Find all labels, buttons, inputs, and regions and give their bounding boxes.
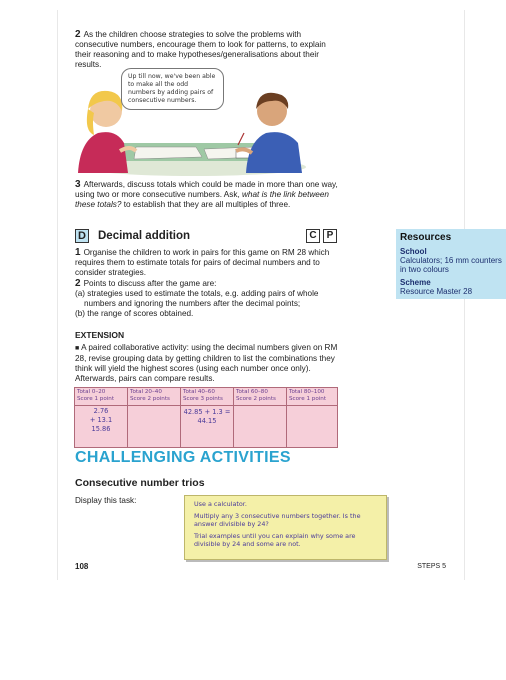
section-heading bbox=[75, 227, 337, 244]
scheme-value: Resource Master 28 bbox=[400, 287, 473, 296]
grid-head-total: Total 80–100 bbox=[289, 389, 325, 395]
speech-bubble: Up till now, we've been able to make all the odd numbers by adding pairs of consecutive numbers. bbox=[121, 68, 224, 110]
point-b: (b) the range of scores obtained. bbox=[75, 309, 194, 318]
paragraph-italic: what is the link between these totals? bbox=[75, 190, 329, 209]
task-line-2: Multiply any 3 consecutive numbers together. Is the answer divisible by 24? bbox=[194, 511, 361, 529]
paragraph-number: 1 bbox=[75, 247, 81, 258]
paragraph-text: Organise the children to work in pairs for this game on RM 28 which requires them to estimate totals for pairs of decimal numbers and to consider strategies. bbox=[75, 248, 330, 277]
paragraph-number: 2 bbox=[75, 278, 81, 289]
score-grid bbox=[74, 387, 338, 448]
grid-head-total: Total 0–20 bbox=[77, 389, 106, 395]
decimal-paragraph-1 bbox=[75, 248, 340, 278]
grid-head-total: Total 60–80 bbox=[236, 389, 268, 395]
bullet: ■ bbox=[75, 345, 80, 352]
grid-head-total: Total 40–60 bbox=[183, 389, 215, 395]
paragraph-3 bbox=[75, 180, 340, 210]
grid-head-total: Total 20–40 bbox=[130, 389, 162, 395]
task-card bbox=[184, 495, 387, 560]
task-line-3: Trial examples until you can explain why some are divisible by 24 and some are not. bbox=[194, 531, 356, 549]
paragraph-number: 3 bbox=[75, 179, 81, 190]
scheme-label: Scheme bbox=[400, 278, 431, 287]
grid-head-score: Score 3 points bbox=[183, 396, 223, 402]
grid-column bbox=[75, 388, 128, 447]
paragraph-text: Points to discuss after the game are: bbox=[83, 279, 217, 288]
school-value: Calculators; 16 mm counters in two colours bbox=[400, 256, 502, 274]
grid-column bbox=[181, 388, 234, 447]
paragraph-text: Afterwards, discuss totals which could be made in more than one way, using two or more consecutive numbers. Ask, bbox=[75, 180, 338, 199]
extension-body: A paired collaborative activity: using the decimal numbers given on RM 28, revise grouping data by getting children to list the combinations they think will yield the highest scores (using each number once only). Afterwards, pairs can compare results. bbox=[75, 343, 338, 383]
challenging-subtitle: Consecutive number trios bbox=[75, 477, 205, 489]
series-name: STEPS 5 bbox=[417, 563, 446, 570]
grid-column bbox=[234, 388, 287, 447]
decimal-paragraph-2 bbox=[75, 279, 340, 319]
paragraph-text-2: to establish that they are all multiples of three. bbox=[123, 200, 291, 209]
task-prompt: Display this task: bbox=[75, 496, 137, 505]
grid-head-score: Score 2 points bbox=[236, 396, 276, 402]
textbook-page bbox=[57, 10, 502, 580]
paragraph-number: 2 bbox=[75, 29, 81, 40]
extension-title: EXTENSION bbox=[75, 330, 125, 340]
badge-p: P bbox=[323, 229, 337, 243]
challenging-heading: CHALLENGING ACTIVITIES bbox=[75, 449, 291, 466]
grid-entry: 42.85 + 1.3 = 44.15 bbox=[183, 408, 231, 425]
task-line-1: Use a calculator. bbox=[194, 500, 247, 508]
grid-head-score: Score 1 point bbox=[77, 396, 115, 402]
badge-c: C bbox=[306, 229, 320, 243]
grid-column bbox=[287, 388, 338, 447]
grid-head-score: Score 2 points bbox=[130, 396, 170, 402]
school-label: School bbox=[400, 247, 427, 256]
section-letter: D bbox=[75, 229, 89, 243]
resources-box bbox=[396, 229, 506, 299]
paragraph-2 bbox=[75, 30, 340, 70]
grid-head-score: Score 1 point bbox=[289, 396, 327, 402]
extension-text bbox=[75, 343, 340, 384]
paragraph-text: As the children choose strategies to solve the problems with consecutive numbers, encourage them to look for patterns, to explain their reasoning and to make hypotheses/generalisations about their results. bbox=[75, 30, 326, 69]
point-a: (a) strategies used to estimate the totals, e.g. adding pairs of whole numbers and ignoring the numbers after the decimal points; bbox=[75, 289, 319, 308]
resources-title: Resources bbox=[400, 232, 452, 243]
section-title: Decimal addition bbox=[98, 229, 191, 242]
grid-column bbox=[128, 388, 181, 447]
page-number: 108 bbox=[75, 562, 89, 571]
grid-entry: 2.76 + 13.1 15.86 bbox=[89, 407, 113, 433]
